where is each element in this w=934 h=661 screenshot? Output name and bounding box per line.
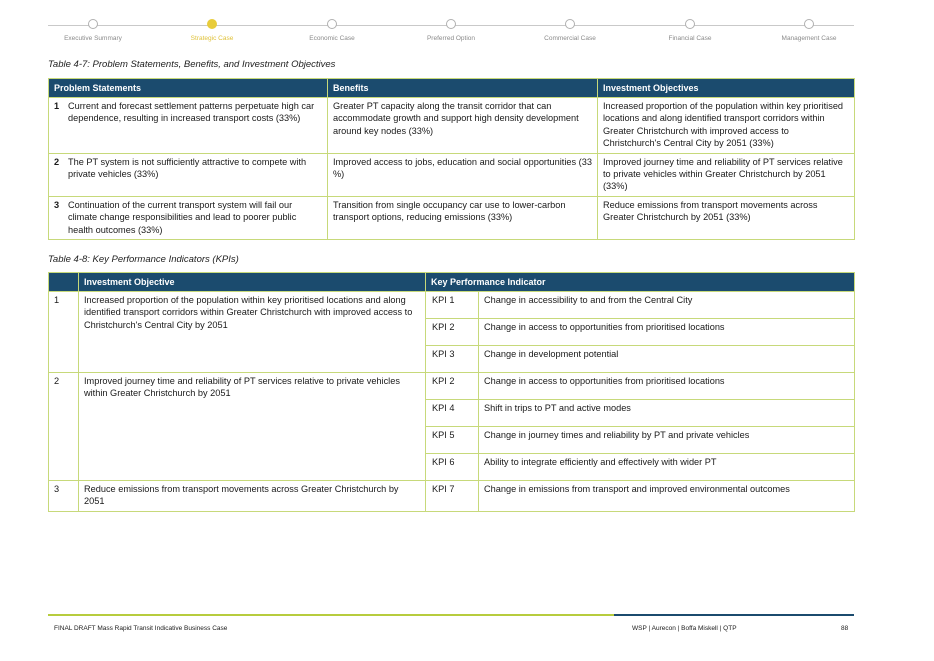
step-label: Management Case [781, 35, 837, 42]
step-strategic-case[interactable] [157, 18, 267, 42]
step-dot [565, 19, 575, 29]
step-executive-summary[interactable] [38, 18, 148, 42]
kpi-table [48, 272, 855, 512]
objective-cell: Increased proportion of the population within key prioritised locations and along identified transport corridors within Greater Christchurch with improved access to Christchurch's Central City by 2051 [79, 292, 426, 373]
page-number: 88 [841, 625, 849, 632]
footer-rule-blue [614, 614, 854, 616]
problem-text: Current and forecast settlement patterns perpetuate high car dependence, resulting in increased transport costs (33%) [68, 101, 315, 124]
problem-cell [49, 98, 328, 154]
kpi-text: Change in accessibility to and from the Central City [479, 292, 855, 319]
column-header: Benefits [328, 79, 598, 98]
table-row [49, 292, 855, 319]
row-number: 3 [54, 199, 60, 210]
step-label: Financial Case [668, 35, 712, 42]
benefit-cell: Greater PT capacity along the transit corridor that can accommodate growth and support high density development around key nodes (33%) [328, 98, 598, 154]
table-row [49, 481, 855, 512]
kpi-text: Ability to integrate efficiently and effectively with wider PT [479, 454, 855, 481]
step-preferred-option[interactable] [396, 18, 506, 42]
footer-authors: WSP | Aurecon | Boffa Miskell | QTP [632, 625, 737, 632]
step-label: Commercial Case [544, 35, 596, 42]
problem-cell [49, 196, 328, 239]
row-number: 1 [54, 101, 60, 111]
objective-number: 3 [49, 481, 79, 512]
kpi-text: Change in access to opportunities from prioritised locations [479, 319, 855, 346]
kpi-id: KPI 7 [426, 481, 479, 512]
kpi-id: KPI 4 [426, 400, 479, 427]
kpi-text: Change in journey times and reliability by PT and private vehicles [479, 427, 855, 454]
table-row [49, 373, 855, 400]
step-dot [88, 19, 98, 29]
kpi-id: KPI 3 [426, 346, 479, 373]
table-row [49, 153, 855, 196]
step-commercial-case[interactable] [515, 18, 625, 42]
kpi-id: KPI 5 [426, 427, 479, 454]
column-header: Investment Objective [79, 273, 426, 292]
step-dot [685, 19, 695, 29]
objective-cell: Reduce emissions from transport movements across Greater Christchurch by 2051 (33%) [598, 196, 855, 239]
step-dot [446, 19, 456, 29]
kpi-text: Change in emissions from transport and improved environmental outcomes [479, 481, 855, 512]
row-number: 2 [54, 156, 60, 167]
column-header-blank [49, 273, 79, 292]
kpi-id: KPI 1 [426, 292, 479, 319]
objective-number: 1 [49, 292, 79, 373]
step-dot [804, 19, 814, 29]
table-caption: Table 4-7: Problem Statements, Benefits, and Investment Objectives [48, 59, 336, 70]
progress-stepper [48, 18, 854, 48]
step-economic-case[interactable] [277, 18, 387, 42]
kpi-id: KPI 2 [426, 319, 479, 346]
benefit-cell: Improved access to jobs, education and social opportunities (33 %) [328, 153, 598, 196]
step-label: Executive Summary [64, 35, 122, 42]
column-header: Key Performance Indicator [426, 273, 855, 292]
step-label: Preferred Option [426, 35, 476, 42]
kpi-id: KPI 2 [426, 373, 479, 400]
objective-cell: Improved journey time and reliability of PT services relative to private vehicles within Greater Christchurch by 2051 (33%) [598, 153, 855, 196]
step-financial-case[interactable] [635, 18, 745, 42]
problem-statements-table [48, 78, 855, 240]
problem-cell [49, 153, 328, 196]
column-header: Problem Statements [49, 79, 328, 98]
objective-cell: Improved journey time and reliability of PT services relative to private vehicles within Greater Christchurch by 2051 [79, 373, 426, 481]
table-row [49, 196, 855, 239]
footer-rule-green [48, 614, 614, 616]
problem-text: Continuation of the current transport system will fail our climate change responsibilities and lead to poorer public health outcomes (33%) [68, 199, 297, 235]
step-management-case[interactable] [754, 18, 864, 42]
table-caption: Table 4-8: Key Performance Indicators (KPIs) [48, 254, 239, 265]
kpi-id: KPI 6 [426, 454, 479, 481]
kpi-text: Change in development potential [479, 346, 855, 373]
step-dot-active [207, 19, 217, 29]
footer-rule [48, 614, 854, 616]
step-label: Strategic Case [190, 35, 234, 42]
objective-number: 2 [49, 373, 79, 481]
column-header: Investment Objectives [598, 79, 855, 98]
kpi-text: Change in access to opportunities from prioritised locations [479, 373, 855, 400]
footer-document-title: FINAL DRAFT Mass Rapid Transit Indicative Business Case [54, 625, 228, 632]
objective-cell: Increased proportion of the population within key prioritised locations and along identified transport corridors within Greater Christchurch with improved access to Christchurch's Central City by 2051 (33%) [598, 98, 855, 154]
step-dot [327, 19, 337, 29]
benefit-cell: Transition from single occupancy car use to lower-carbon transport options, reducing emissions (33%) [328, 196, 598, 239]
table-row [49, 98, 855, 154]
problem-text: The PT system is not sufficiently attractive to compete with private vehicles (33%) [68, 156, 307, 180]
objective-cell: Reduce emissions from transport movements across Greater Christchurch by 2051 [79, 481, 426, 512]
step-label: Economic Case [309, 35, 355, 42]
kpi-text: Shift in trips to PT and active modes [479, 400, 855, 427]
